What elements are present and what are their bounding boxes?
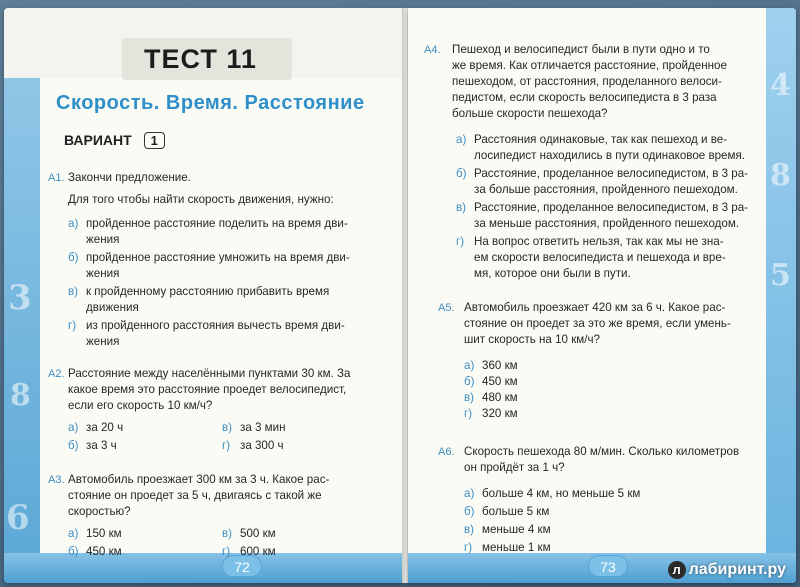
answer-option[interactable]: в) Расстояние, проделанное велосипедистом, в 3 ра- <box>456 201 749 214</box>
answer-option[interactable]: г) меньше 1 км <box>464 541 551 554</box>
question-text: Закончи предложение. <box>68 171 191 184</box>
answer-option[interactable]: а) за 20 ч <box>68 421 124 434</box>
right-page <box>408 8 796 583</box>
decorative-digit: 4 <box>770 68 791 103</box>
answer-option[interactable]: в) к пройденному расстоянию прибавить время <box>68 285 330 298</box>
question-text: Автомобиль проезжает 300 км за 3 ч. Какое рас- <box>68 473 330 486</box>
page-number: 73 <box>588 555 628 577</box>
question-text: Пешеход и велосипедист были в пути одно и то <box>452 43 710 56</box>
answer-option-continuation: мя, которое они были в пути. <box>474 267 631 280</box>
question-id: А1. <box>48 172 65 184</box>
question-id: А6. <box>438 446 455 458</box>
answer-option[interactable]: г) из пройденного расстояния вычесть время дви- <box>68 319 345 332</box>
answer-option-continuation: ем скорости велосипедиста и пешехода и вре- <box>474 251 726 264</box>
question-text: стояние он проедет за это же время, если умень- <box>464 317 731 330</box>
answer-option[interactable]: г) На вопрос ответить нельзя, так как мы не зна- <box>456 235 724 248</box>
question-text: Скорость пешехода 80 м/мин. Сколько километров <box>464 445 740 458</box>
question-id: А5. <box>438 302 455 314</box>
right-decorative-stripe <box>766 8 796 583</box>
page-number: 72 <box>222 555 262 577</box>
variant-heading <box>64 132 165 149</box>
left-page <box>4 8 406 583</box>
answer-option-continuation: жения <box>86 335 120 348</box>
answer-option[interactable]: г) 320 км <box>464 407 518 420</box>
answer-option[interactable]: б) 450 км <box>464 375 518 388</box>
answer-option-continuation: лосипедист находились в пути одинаковое время. <box>474 149 745 162</box>
decorative-digit: 8 <box>10 378 31 413</box>
question-text: какое время это расстояние проедет велосипедист, <box>68 383 347 396</box>
question-text: больше скорости пешехода? <box>452 107 608 120</box>
answer-option[interactable]: г) 600 км <box>222 545 276 558</box>
decorative-digit: 8 <box>770 158 791 193</box>
question-text: шит скорость на 10 км/ч? <box>464 333 600 346</box>
variant-number: 1 <box>144 132 165 149</box>
question-text: педистом, если скорость велосипедиста в 3 раза <box>452 91 717 104</box>
question-text: Автомобиль проезжает 420 км за 6 ч. Какое рас- <box>464 301 726 314</box>
question-text: пешеходом, от расстояния, проделанного велоси- <box>452 75 722 88</box>
answer-option[interactable]: а) пройденное расстояние поделить на время дви- <box>68 217 348 230</box>
answer-option-continuation: жения <box>86 233 120 246</box>
question-text: Для того чтобы найти скорость движения, нужно: <box>68 193 334 206</box>
answer-option[interactable]: в) 480 км <box>464 391 518 404</box>
answer-option[interactable]: а) 150 км <box>68 527 122 540</box>
question-text: скоростью? <box>68 505 131 518</box>
labirint-logo-icon: л <box>668 561 686 579</box>
answer-option[interactable]: а) Расстояния одинаковые, так как пешеход и ве- <box>456 133 728 146</box>
answer-option-continuation: за меньше расстояния, пройденного пешеходом. <box>474 217 740 230</box>
answer-option[interactable]: а) 360 км <box>464 359 518 372</box>
question-text: если его скорость 10 км/ч? <box>68 399 213 412</box>
left-decorative-stripe <box>4 78 40 583</box>
variant-label: ВАРИАНТ <box>64 132 132 148</box>
decorative-digit: 5 <box>770 258 791 293</box>
question-text: Расстояние между населёнными пунктами 30 км. За <box>68 367 351 380</box>
answer-option[interactable]: б) Расстояние, проделанное велосипедистом, в 3 ра- <box>456 167 749 180</box>
question-text: он пройдёт за 1 ч? <box>464 461 565 474</box>
test-title: ТЕСТ 11 <box>144 44 257 74</box>
answer-option[interactable]: б) больше 5 км <box>464 505 550 518</box>
answer-option[interactable]: б) за 3 ч <box>68 439 117 452</box>
answer-option-continuation: жения <box>86 267 120 280</box>
topic-title: Скорость. Время. Расстояние <box>56 92 365 114</box>
question-text: же время. Как отличается расстояние, пройденное <box>452 59 727 72</box>
answer-option[interactable]: а) больше 4 км, но меньше 5 км <box>464 487 641 500</box>
question-text: стояние он проедет за 5 ч, двигаясь с такой же <box>68 489 322 502</box>
question-id: А2. <box>48 368 65 380</box>
question-id: А3. <box>48 474 65 486</box>
answer-option[interactable]: б) пройденное расстояние умножить на время дви- <box>68 251 350 264</box>
answer-option-continuation: за больше расстояния, пройденного пешеходом. <box>474 183 738 196</box>
answer-option[interactable]: в) 500 км <box>222 527 276 540</box>
answer-option[interactable]: г) за 300 ч <box>222 439 284 452</box>
answer-option[interactable]: в) за 3 мин <box>222 421 286 434</box>
question-id: А4. <box>424 44 441 56</box>
answer-option-continuation: движения <box>86 301 139 314</box>
left-bottom-band <box>4 553 406 583</box>
watermark: л лабиринт.ру <box>668 561 786 579</box>
answer-option[interactable]: б) 450 км <box>68 545 122 558</box>
decorative-digit: 6 <box>6 498 30 538</box>
decorative-digit: 3 <box>8 278 32 318</box>
answer-option[interactable]: в) меньше 4 км <box>464 523 551 536</box>
